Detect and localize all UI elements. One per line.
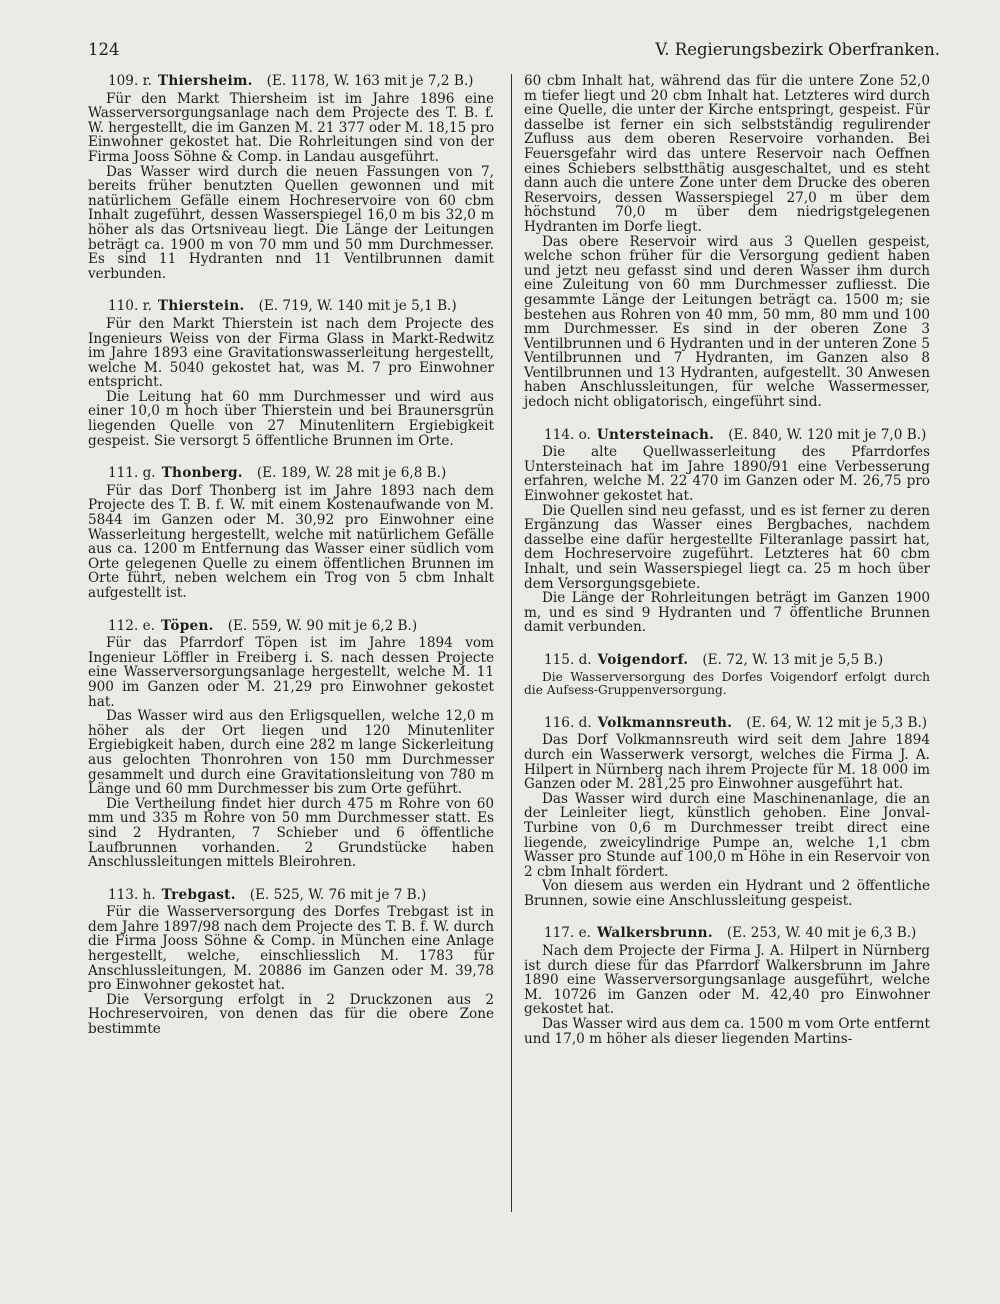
place-name: Volkmannsreuth.	[597, 714, 733, 731]
paragraph: Die Leitung hat 60 mm Durchmesser und wird aus einer 10,0 m hoch über Thierstein und bei Braunersgrün liegenden Quelle von 27 Minutenlitern Ergiebigkeit gespeist. Sie versorgt 5 öffentliche Brunnen im Orte.	[88, 388, 494, 449]
place-name: Thiersheim.	[157, 73, 253, 89]
entry-stats: (E. 1178, W. 163 mit je 7,2 B.)	[266, 73, 474, 89]
entry-number: 115. d.	[544, 651, 592, 668]
place-name: Untersteinach.	[596, 426, 715, 443]
entry-stats: (E. 253, W. 40 mit je 6,3 B.)	[726, 925, 917, 942]
paragraph: Das Dorf Volkmannsreuth wird seit dem Jahre 1894 durch ein Wasserwerk versorgt, welches die Firma J. A. Hilpert in Nürnberg nach ihrem Projecte für M. 18 000 im Ganzen oder M. 281,25 pro Einwohner ausgeführt hat.	[524, 732, 930, 793]
paragraph: Für das Dorf Thonberg ist im Jahre 1893 nach dem Projecte des T. B. f. W. mit einem Kostenaufwande von M. 5844 im Ganzen oder M. 30,92 pro Einwohner eine Wasserleitung hergestellt, welche mit natürlichem Gefälle aus ca. 1200 m Entfernung das Wasser einer südlich vom Orte gelegenen Quelle zu einem öffentlichen Brunnen im Orte führt, neben welchem ein Trog von 5 cbm Inhalt aufgestellt ist.	[88, 482, 494, 601]
entry-stats: (E. 72, W. 13 mit je 5,5 B.)	[702, 651, 884, 668]
right-column	[524, 74, 930, 1046]
paragraph: Die Vertheilung findet hier durch 475 m Rohre von 60 mm und 335 m Rohre von 50 mm Durchmesser statt. Es sind 2 Hydranten, 7 Schieber und 6 öffentliche Laufbrunnen vorhanden. 2 Grundstücke haben Anschlussleitungen mittels Bleirohren.	[88, 795, 494, 871]
paragraph: Die Versorgung erfolgt in 2 Druckzonen aus 2 Hochreservoiren, von denen das für die obere Zone bestimmte	[88, 991, 494, 1038]
entry	[88, 74, 494, 281]
entry	[524, 653, 930, 698]
entry	[524, 74, 930, 410]
place-name: Töpen.	[160, 617, 214, 634]
entry-heading	[88, 619, 494, 634]
paragraph: 60 cbm Inhalt hat, während das für die untere Zone 52,0 m tiefer liegt und 20 cbm Inhalt hat. Letzteres wird durch eine Quelle, die unter der Kirche entspringt, gespeist. Für dasselbe ist ferner ein sich selbstständig regulirender Zufluss aus dem oberen Reservoire vorhanden. Bei Feuersgefahr wird das untere Reservoir nach Oeffnen eines Schiebers selbstthätig ausgeschaltet, und es steht dann auch die untere Zone unter dem Drucke des oberen Reservoirs, dessen Wasserspiegel 27,0 m über dem höchstund 70,0 m über dem niedrigstgelegenen Hydranten im Dorfe liegt.	[524, 73, 930, 235]
entry	[88, 299, 494, 448]
place-name: Walkersbrunn.	[596, 925, 713, 942]
place-name: Trebgast.	[161, 886, 236, 903]
entry-heading	[88, 299, 494, 314]
entry-stats: (E. 189, W. 28 mit je 6,8 B.)	[256, 465, 447, 482]
entry-heading	[524, 716, 930, 731]
column-divider	[511, 74, 512, 1212]
paragraph: Von diesem aus werden ein Hydrant und 2 öffentliche Brunnen, sowie eine Anschlussleitung gespeist.	[524, 878, 930, 909]
chapter-title: V. Regierungsbezirk Oberfranken.	[655, 40, 940, 59]
paragraph: Für den Markt Thiersheim ist im Jahre 1896 eine Wasserversorgungsanlage nach dem Projecte des T. B. f. W. hergestellt, die im Ganzen M. 21 377 oder M. 18,15 pro Einwohner gekostet hat. Die Rohrleitungen sind von der Firma Jooss Söhne & Comp. in Landau ausgeführt.	[88, 90, 494, 165]
paragraph: Nach dem Projecte der Firma J. A. Hilpert in Nürnberg ist durch diese für das Pfarrdorf Walkersbrunn im Jahre 1890 eine Wasserversorgungsanlage ausgeführt, welche M. 10726 im Ganzen oder M. 42,40 pro Einwohner gekostet hat.	[524, 943, 930, 1018]
entry-heading	[88, 74, 494, 89]
entry-stats: (E. 559, W. 90 mit je 6,2 B.)	[227, 617, 418, 634]
entry	[88, 619, 494, 870]
place-name: Voigendorf.	[597, 651, 689, 668]
entry-number: 116. d.	[544, 714, 592, 731]
entry-stats: (E. 840, W. 120 mit je 7,0 B.)	[728, 426, 927, 443]
left-column	[88, 74, 494, 1037]
entry	[524, 716, 930, 909]
paragraph: Die Länge der Rohrleitungen beträgt im Ganzen 1900 m, und es sind 9 Hydranten und 7 öffentliche Brunnen damit verbunden.	[524, 590, 930, 636]
entry	[88, 888, 494, 1037]
entry	[524, 428, 930, 635]
entry	[88, 466, 494, 600]
running-head	[88, 40, 940, 70]
entry	[524, 926, 930, 1046]
paragraph: Das Wasser wird durch die neuen Fassungen von 7, bereits früher benutzten Quellen gewonnen und mit natürlichem Gefälle einem Hochreservoire von 60 cbm Inhalt zugeführt, dessen Wasserspiegel 16,0 m bis 32,0 m höher als das Ortsniveau liegt. Die Länge der Leitungen beträgt ca. 1900 m von 70 mm und 50 mm Durchmesser. Es sind 11 Hydranten nnd 11 Ventilbrunnen damit verbunden.	[88, 163, 494, 282]
place-name: Thierstein.	[157, 298, 245, 315]
entry-number: 109. r.	[108, 73, 152, 89]
entry-heading	[88, 888, 494, 903]
page-number: 124	[88, 40, 120, 59]
entry-number: 110. r.	[108, 298, 152, 315]
entry-heading	[524, 653, 930, 668]
paragraph: Für den Markt Thierstein ist nach dem Projecte des Ingenieurs Weiss von der Firma Glass in Markt-Redwitz im Jahre 1893 eine Gravitationswasserleitung hergestellt, welche M. 5040 gekostet hat, was M. 7 pro Einwohner entspricht.	[88, 315, 494, 391]
entry-heading	[524, 926, 930, 941]
paragraph: Das Wasser wird durch eine Maschinenanlage, die an der Leinleiter liegt, künstlich gehoben. Eine Jonval-Turbine von 0,6 m Durchmesser treibt direct eine liegende, zweicylindrige Pumpe an, welche 1,1 cbm Wasser pro Stunde auf 100,0 m Höhe in ein Reservoir von 2 cbm Inhalt fördert.	[524, 790, 930, 880]
paragraph: Die Quellen sind neu gefasst, und es ist ferner zu deren Ergänzung das Wasser eines Bergbaches, nachdem dasselbe eine dafür hergestellte Filteranlage passirt hat, dem Hochreservoire zugeführt. Letzteres hat 60 cbm Inhalt, und sein Wasserspiegel liegt ca. 25 m hoch über dem Versorgungsgebiete.	[524, 502, 930, 592]
entry-number: 112. e.	[108, 617, 155, 634]
paragraph: Das Wasser wird aus den Erligsquellen, welche 12,0 m höher als der Ort liegen und 120 Minutenliter Ergiebigkeit haben, durch eine 282 m lange Sickerleitung aus gelochten Thonrohren von 150 mm Durchmesser gesammelt und durch eine Gravitationsleitung von 780 m Länge und 60 mm Durchmesser bis zum Orte geführt.	[88, 708, 494, 798]
paragraph: Für das Pfarrdorf Töpen ist im Jahre 1894 vom Ingenieur Löffler in Freiberg i. S. nach dessen Projecte eine Wasserversorgungsanlage hergestellt, welche M. 11 900 im Ganzen oder M. 21,29 pro Einwohner gekostet hat.	[88, 635, 494, 710]
paragraph: Die Wasserversorgung des Dorfes Voigendorf erfolgt durch die Aufsess-Gruppenversorgung.	[524, 669, 930, 698]
entry-heading	[88, 466, 494, 481]
paragraph: Für die Wasserversorgung des Dorfes Trebgast ist in dem Jahre 1897/98 nach dem Projecte des T. B. f. W. durch die Firma Jooss Söhne & Comp. in München eine Anlage hergestellt, welche, einschliesslich M. 1783 für Anschlussleitungen, M. 20886 im Ganzen oder M. 39,78 pro Einwohner gekostet hat.	[88, 904, 494, 994]
entry-number: 111. g.	[108, 465, 156, 482]
entry-stats: (E. 719, W. 140 mit je 5,1 B.)	[258, 298, 457, 315]
entry-number: 117. e.	[544, 925, 591, 942]
place-name: Thonberg.	[161, 465, 243, 482]
paragraph: Das obere Reservoir wird aus 3 Quellen gespeist, welche schon früher für die Versorgung gedient haben und jetzt neu gefasst sind und deren Wasser ihm durch eine Zuleitung von 60 mm Durchmesser zufliesst. Die gesammte Länge der Leitungen beträgt ca. 1500 m; sie bestehen aus Rohren von 40 mm, 50 mm, 80 mm und 100 mm Durchmesser. Es sind in der oberen Zone 3 Ventilbrunnen und 6 Hydranten und in der unteren Zone 5 Ventilbrunnen und 7 Hydranten, im Ganzen also 8 Ventilbrunnen und 13 Hydranten, aufgestellt. 30 Anwesen haben Anschlussleitungen, für welche Wassermesser, jedoch nicht obligatorisch, eingeführt sind.	[524, 233, 930, 411]
paragraph: Das Wasser wird aus dem ca. 1500 m vom Orte entfernt und 17,0 m höher als dieser liegenden Martins-	[524, 1016, 930, 1047]
entry-number: 113. h.	[108, 886, 156, 903]
paragraph: Die alte Quellwasserleitung des Pfarrdorfes Untersteinach hat im Jahre 1890/91 eine Verbesserung erfahren, welche M. 22 470 im Ganzen oder M. 26,75 pro Einwohner gekostet hat.	[524, 444, 930, 505]
entry-stats: (E. 64, W. 12 mit je 5,3 B.)	[746, 714, 928, 731]
entry-heading	[524, 428, 930, 443]
entry-stats: (E. 525, W. 76 mit je 7 B.)	[249, 886, 427, 903]
entry-number: 114. o.	[544, 426, 591, 443]
